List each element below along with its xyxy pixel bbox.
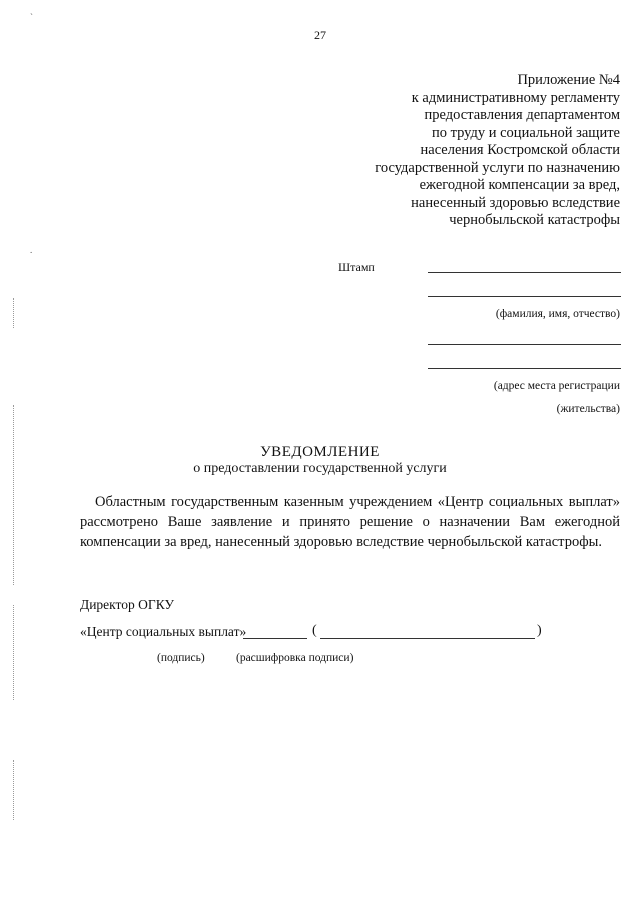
address-caption: (жительства) [556,403,620,415]
appendix-line: государственной услуги по назначению [375,159,620,176]
name-fill-line [428,296,621,297]
appendix-header [375,72,620,230]
margin-scan-mark [13,405,15,585]
address-fill-line [428,344,621,345]
signature-caption: (подпись) [157,652,205,664]
appendix-line: ежегодной компенсации за вред, [419,177,620,193]
margin-scan-mark [13,760,15,820]
signature-line [243,638,307,639]
margin-scan-mark: . [30,245,33,255]
appendix-line: по труду и социальной защите [431,124,620,141]
notice-title: УВЕДОМЛЕНИЕ [260,444,380,460]
org-label: «Центр социальных выплат» [80,624,247,639]
appendix-line: населения Костромской области [420,142,620,158]
open-paren: ( [312,623,317,638]
address-fill-line [428,368,621,369]
close-paren: ) [537,623,542,638]
address-caption: (адрес места регистрации [493,380,620,392]
name-caption: (фамилия, имя, отчество) [495,308,620,320]
decoding-line [320,638,535,639]
appendix-line: к административному регламенту [411,89,620,106]
appendix-line: нанесенный здоровью вследствие [411,194,620,211]
notice-body: Областным государственным казенным учреждением «Центр социальных выплат» рассмотрено Ваше заявление и принято решение о назначении Вам ежегодной компенсации за вред, нанесенный здоровью вследствие чернобыльской катастрофы. [80,494,620,550]
name-fill-line [428,272,621,273]
margin-scan-mark [13,605,15,700]
appendix-line: предоставления департаментом [424,107,620,123]
decoding-caption: (расшифровка подписи) [236,652,354,664]
margin-scan-mark: ` [30,12,33,22]
notice-subtitle: о предоставлении государственной услуги [193,461,447,476]
stamp-label: Штамп [338,260,375,274]
director-label: Директор ОГКУ [80,597,174,612]
page-number: 27 [314,28,326,42]
margin-scan-mark [13,298,15,328]
appendix-line: чернобыльской катастрофы [449,212,620,228]
appendix-line: Приложение №4 [517,72,620,88]
